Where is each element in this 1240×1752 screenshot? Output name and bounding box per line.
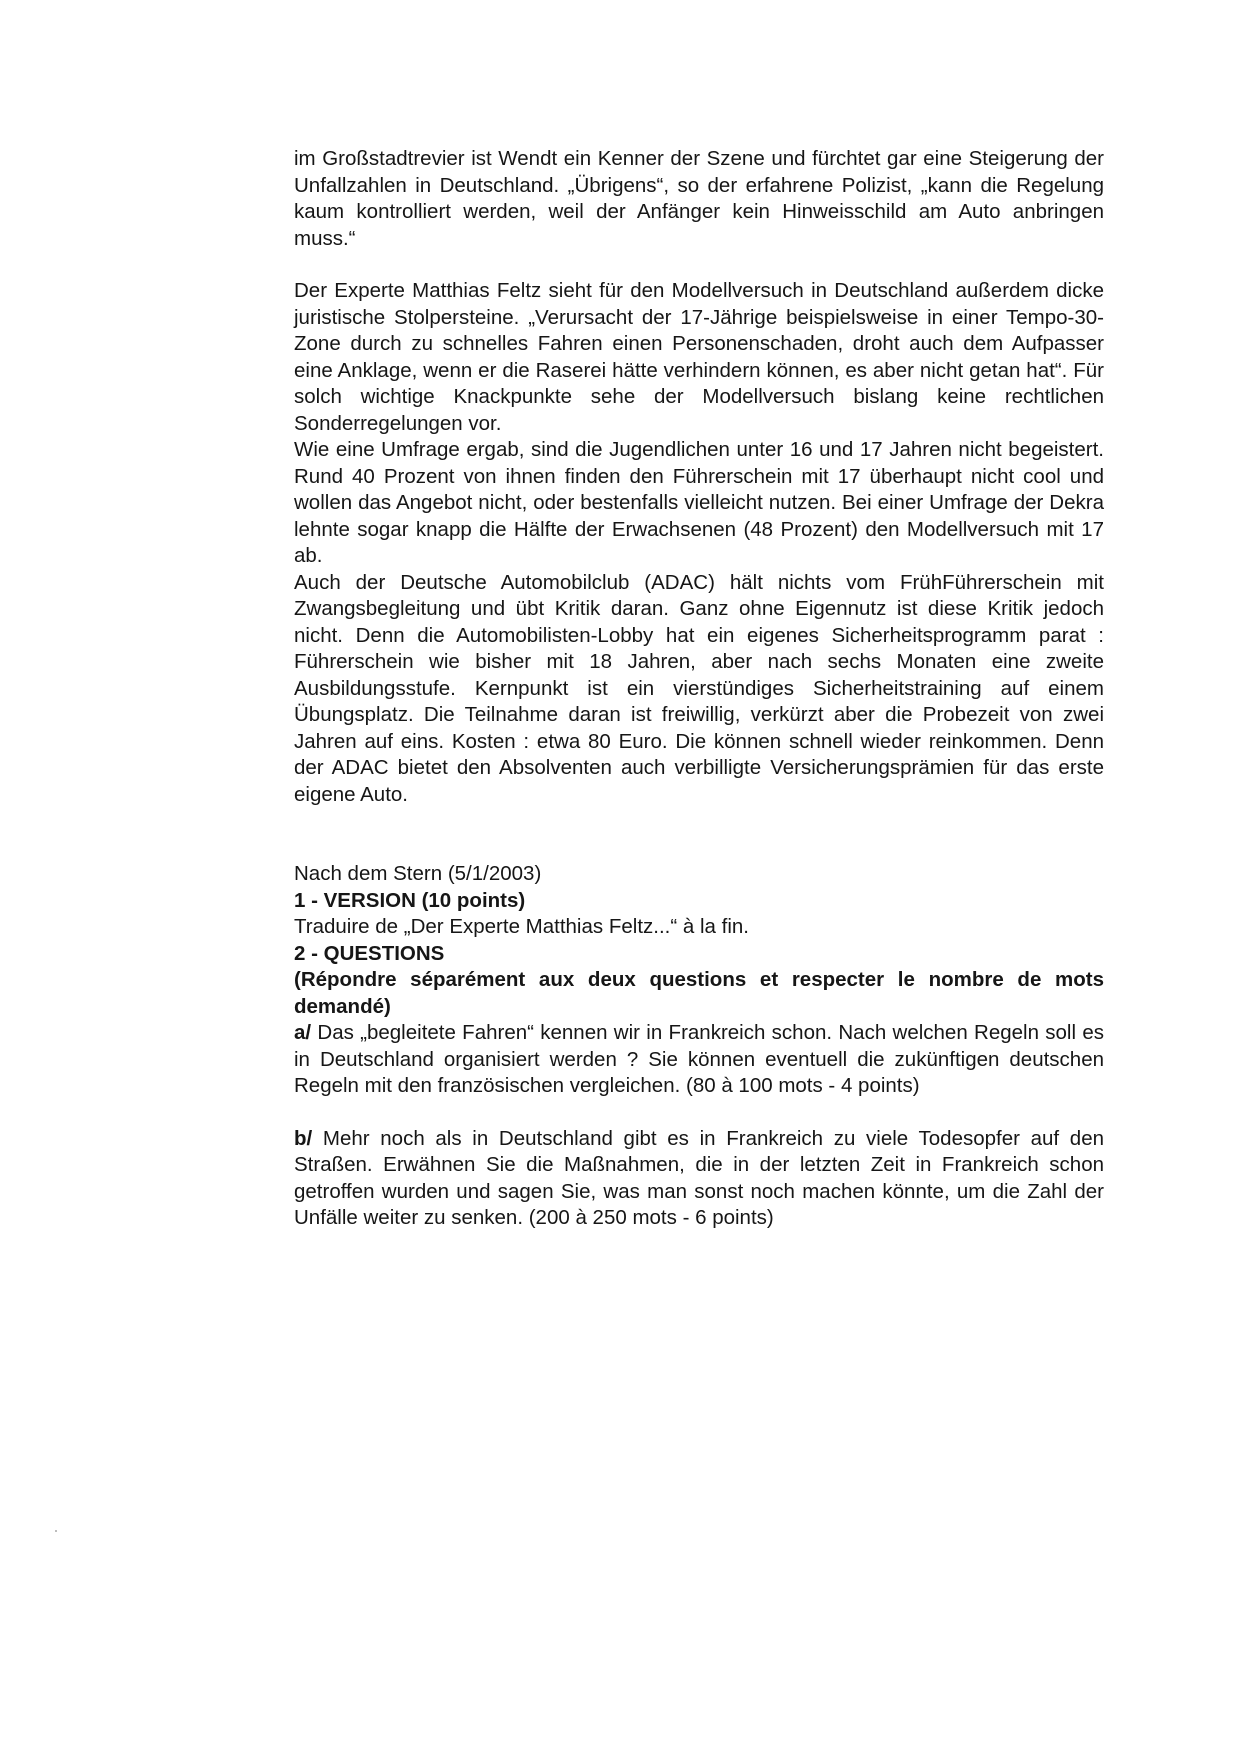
article-paragraph-2: Der Experte Matthias Feltz sieht für den Modellversuch in Deutschland außerdem dicke juristische Stolpersteine. „Verursacht der 17-Jährige beispielsweise in einer Tempo-30-Zone durch zu schnelles Fahren einen Personenschaden, droht auch dem Aufpasser eine Anklage, wenn er die Raserei hätte verhindern können, es aber nicht getan hat“. Für solch wichtige Knackpunkte sehe der Modellversuch bislang keine rechtlichen Sonderregelungen vor. [294,279,1104,435]
source-citation: Nach dem Stern (5/1/2003) [294,862,542,885]
question-b-label: b/ [294,1126,313,1150]
question-a [294,1020,1104,1100]
article-paragraph-1: im Großstadtrevier ist Wendt ein Kenner der Szene und fürchtet gar eine Steigerung der Unfallzahlen in Deutschland. „Übrigens“, so der erfahrene Polizist, „kann die Regelung kaum kontrolliert werden, weil der Anfänger kein Hinweisschild am Auto anbringen muss.“ [294,147,1104,250]
question-b-text: Mehr noch als in Deutschland gibt es in Frankreich zu viele Todesopfer auf den Straßen. Erwähnen Sie die Maßnahmen, die in der letzten Zeit in Frankreich schon getroffen wurden und sagen Sie, was man sonst noch machen könnte, um die Zahl der Unfälle weiter zu senken. (200 à 250 mots - 6 points) [294,1126,1104,1229]
section-2-subheading: (Répondre séparément aux deux questions et respecter le nombre de mots demandé) [294,968,1104,1018]
article-paragraph-4: Auch der Deutsche Automobilclub (ADAC) hält nichts vom FrühFührerschein mit Zwangsbegleitung und übt Kritik daran. Ganz ohne Eigennutz ist diese Kritik jedoch nicht. Denn die Automobilisten-Lobby hat ein eigenes Sicherheitsprogramm parat : Führerschein wie bisher mit 18 Jahren, aber nach sechs Monaten eine zweite Ausbildungsstufe. Kernpunkt ist ein vierstündiges Sicherheitstraining auf einem Übungsplatz. Die Teilnahme daran ist freiwillig, verkürzt aber die Probezeit von zwei Jahren auf eins. Kosten : etwa 80 Euro. Die können schnell wieder reinkommen. Denn der ADAC bietet den Absolventen auch verbilligte Versicherungsprämien für das erste eigene Auto. [294,570,1104,806]
question-a-label: a/ [294,1021,312,1044]
document-page [294,146,1104,1232]
article-paragraph-3: Wie eine Umfrage ergab, sind die Jugendlichen unter 16 und 17 Jahren nicht begeistert. Rund 40 Prozent von ihnen finden den Führerschein mit 17 überhaupt nicht cool und wollen das Angebot nicht, oder bestenfalls vielleicht nutzen. Bei einer Umfrage der Dekra lehnte sogar knapp die Hälfte der Erwachsenen (48 Prozent) den Modellversuch mit 17 ab. [294,438,1104,567]
section-1-instruction: Traduire de „Der Experte Matthias Feltz...“ à la fin. [294,915,749,938]
question-b [294,1126,1104,1232]
question-a-text: Das „begleitete Fahren“ kennen wir in Frankreich schon. Nach welchen Regeln soll es in Deutschland organisiert werden ? Sie können eventuell die zukünftigen deutschen Regeln mit den französischen vergleichen. (80 à 100 mots - 4 points) [294,1021,1104,1097]
section-2-heading: 2 - QUESTIONS [294,941,445,965]
section-1-heading: 1 - VERSION (10 points) [294,888,526,912]
scan-speck [55,1530,57,1532]
